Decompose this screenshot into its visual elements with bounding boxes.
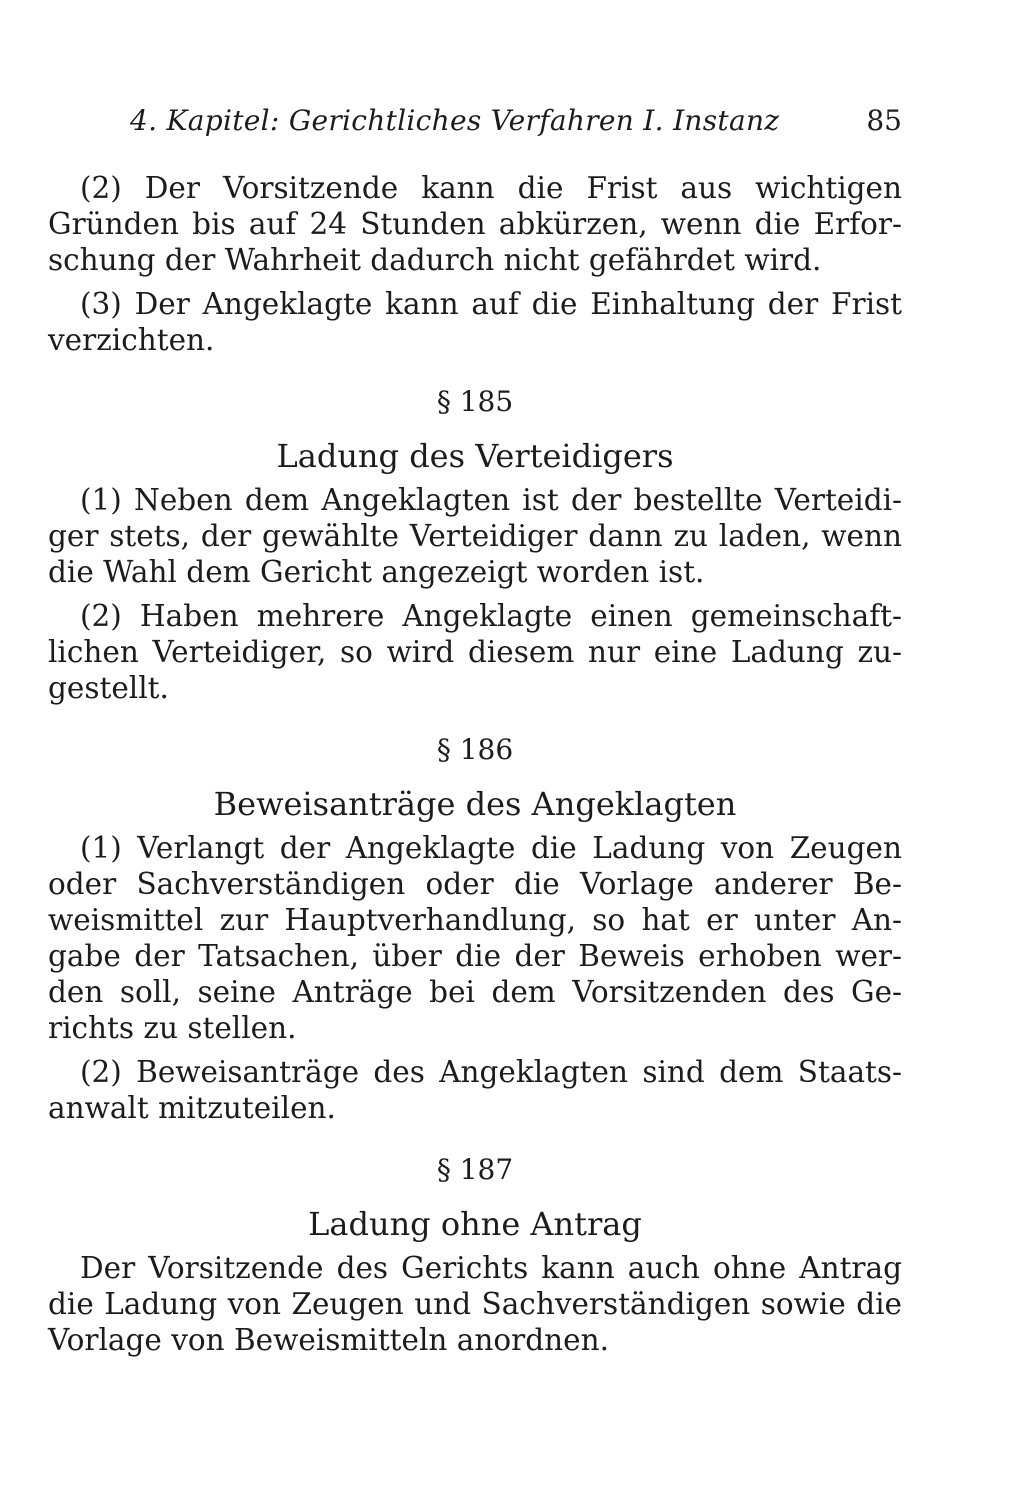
paragraph — [48, 286, 902, 358]
text-line: die Ladung von Zeugen und Sachverständigen sowie die — [48, 1287, 902, 1321]
paragraph — [48, 482, 902, 590]
text-line: den soll, seine Anträge bei dem Vorsitzenden des Ge- — [48, 975, 902, 1009]
text-line: (1) Verlangt der Angeklagte die Ladung von Zeugen — [80, 831, 902, 865]
text-line: (2) Beweisanträge des Angeklagten sind dem Staats- — [80, 1055, 902, 1089]
running-title: 4. Kapitel: Gerichtliches Verfahren I. Instanz — [130, 104, 780, 137]
text-line: gestellt. — [48, 671, 169, 705]
section-number: § 186 — [436, 733, 514, 766]
page-body — [48, 170, 902, 1366]
text-line: weismittel zur Hauptverhandlung, so hat er unter An- — [48, 903, 902, 937]
text-line: die Wahl dem Gericht angezeigt worden ist. — [48, 555, 705, 589]
section-186 — [48, 732, 902, 1126]
paragraph — [48, 1250, 902, 1358]
paragraph — [48, 1054, 902, 1126]
section-title: Ladung ohne Antrag — [308, 1205, 642, 1243]
section-number: § 187 — [436, 1153, 514, 1186]
text-line: (2) Haben mehrere Angeklagte einen gemeinschaft- — [80, 599, 902, 633]
paragraph — [48, 170, 902, 278]
text-line: schung der Wahrheit dadurch nicht gefährdet wird. — [48, 243, 822, 277]
running-header — [130, 104, 902, 148]
text-line: (1) Neben dem Angeklagten ist der bestellte Verteidi- — [80, 483, 902, 517]
paragraph — [48, 598, 902, 706]
text-line: (2) Der Vorsitzende kann die Frist aus wichtigen — [80, 171, 902, 205]
text-line: (3) Der Angeklagte kann auf die Einhaltung der Frist — [80, 287, 902, 321]
text-line: oder Sachverständigen oder die Vorlage anderer Be- — [48, 867, 902, 901]
paragraph — [48, 830, 902, 1046]
text-line: verzichten. — [48, 323, 215, 357]
text-line: ger stets, der gewählte Verteidiger dann zu laden, wenn — [48, 519, 902, 553]
section-number: § 185 — [436, 385, 514, 418]
text-line: anwalt mitzuteilen. — [48, 1091, 336, 1125]
section-185 — [48, 384, 902, 706]
text-line: gabe der Tatsachen, über die der Beweis erhoben wer- — [48, 939, 902, 973]
text-line: Der Vorsitzende des Gerichts kann auch ohne Antrag — [80, 1251, 902, 1285]
text-line: lichen Verteidiger, so wird diesem nur eine Ladung zu- — [48, 635, 902, 669]
text-line: richts zu stellen. — [48, 1011, 297, 1045]
text-line: Gründen bis auf 24 Stunden abkürzen, wenn die Erfor- — [48, 207, 902, 241]
text-line: Vorlage von Beweismitteln anordnen. — [48, 1323, 609, 1357]
page-number: 85 — [866, 104, 902, 137]
section-title: Ladung des Verteidigers — [276, 437, 674, 475]
section-187 — [48, 1152, 902, 1358]
section-title: Beweisanträge des Angeklagten — [213, 785, 737, 823]
